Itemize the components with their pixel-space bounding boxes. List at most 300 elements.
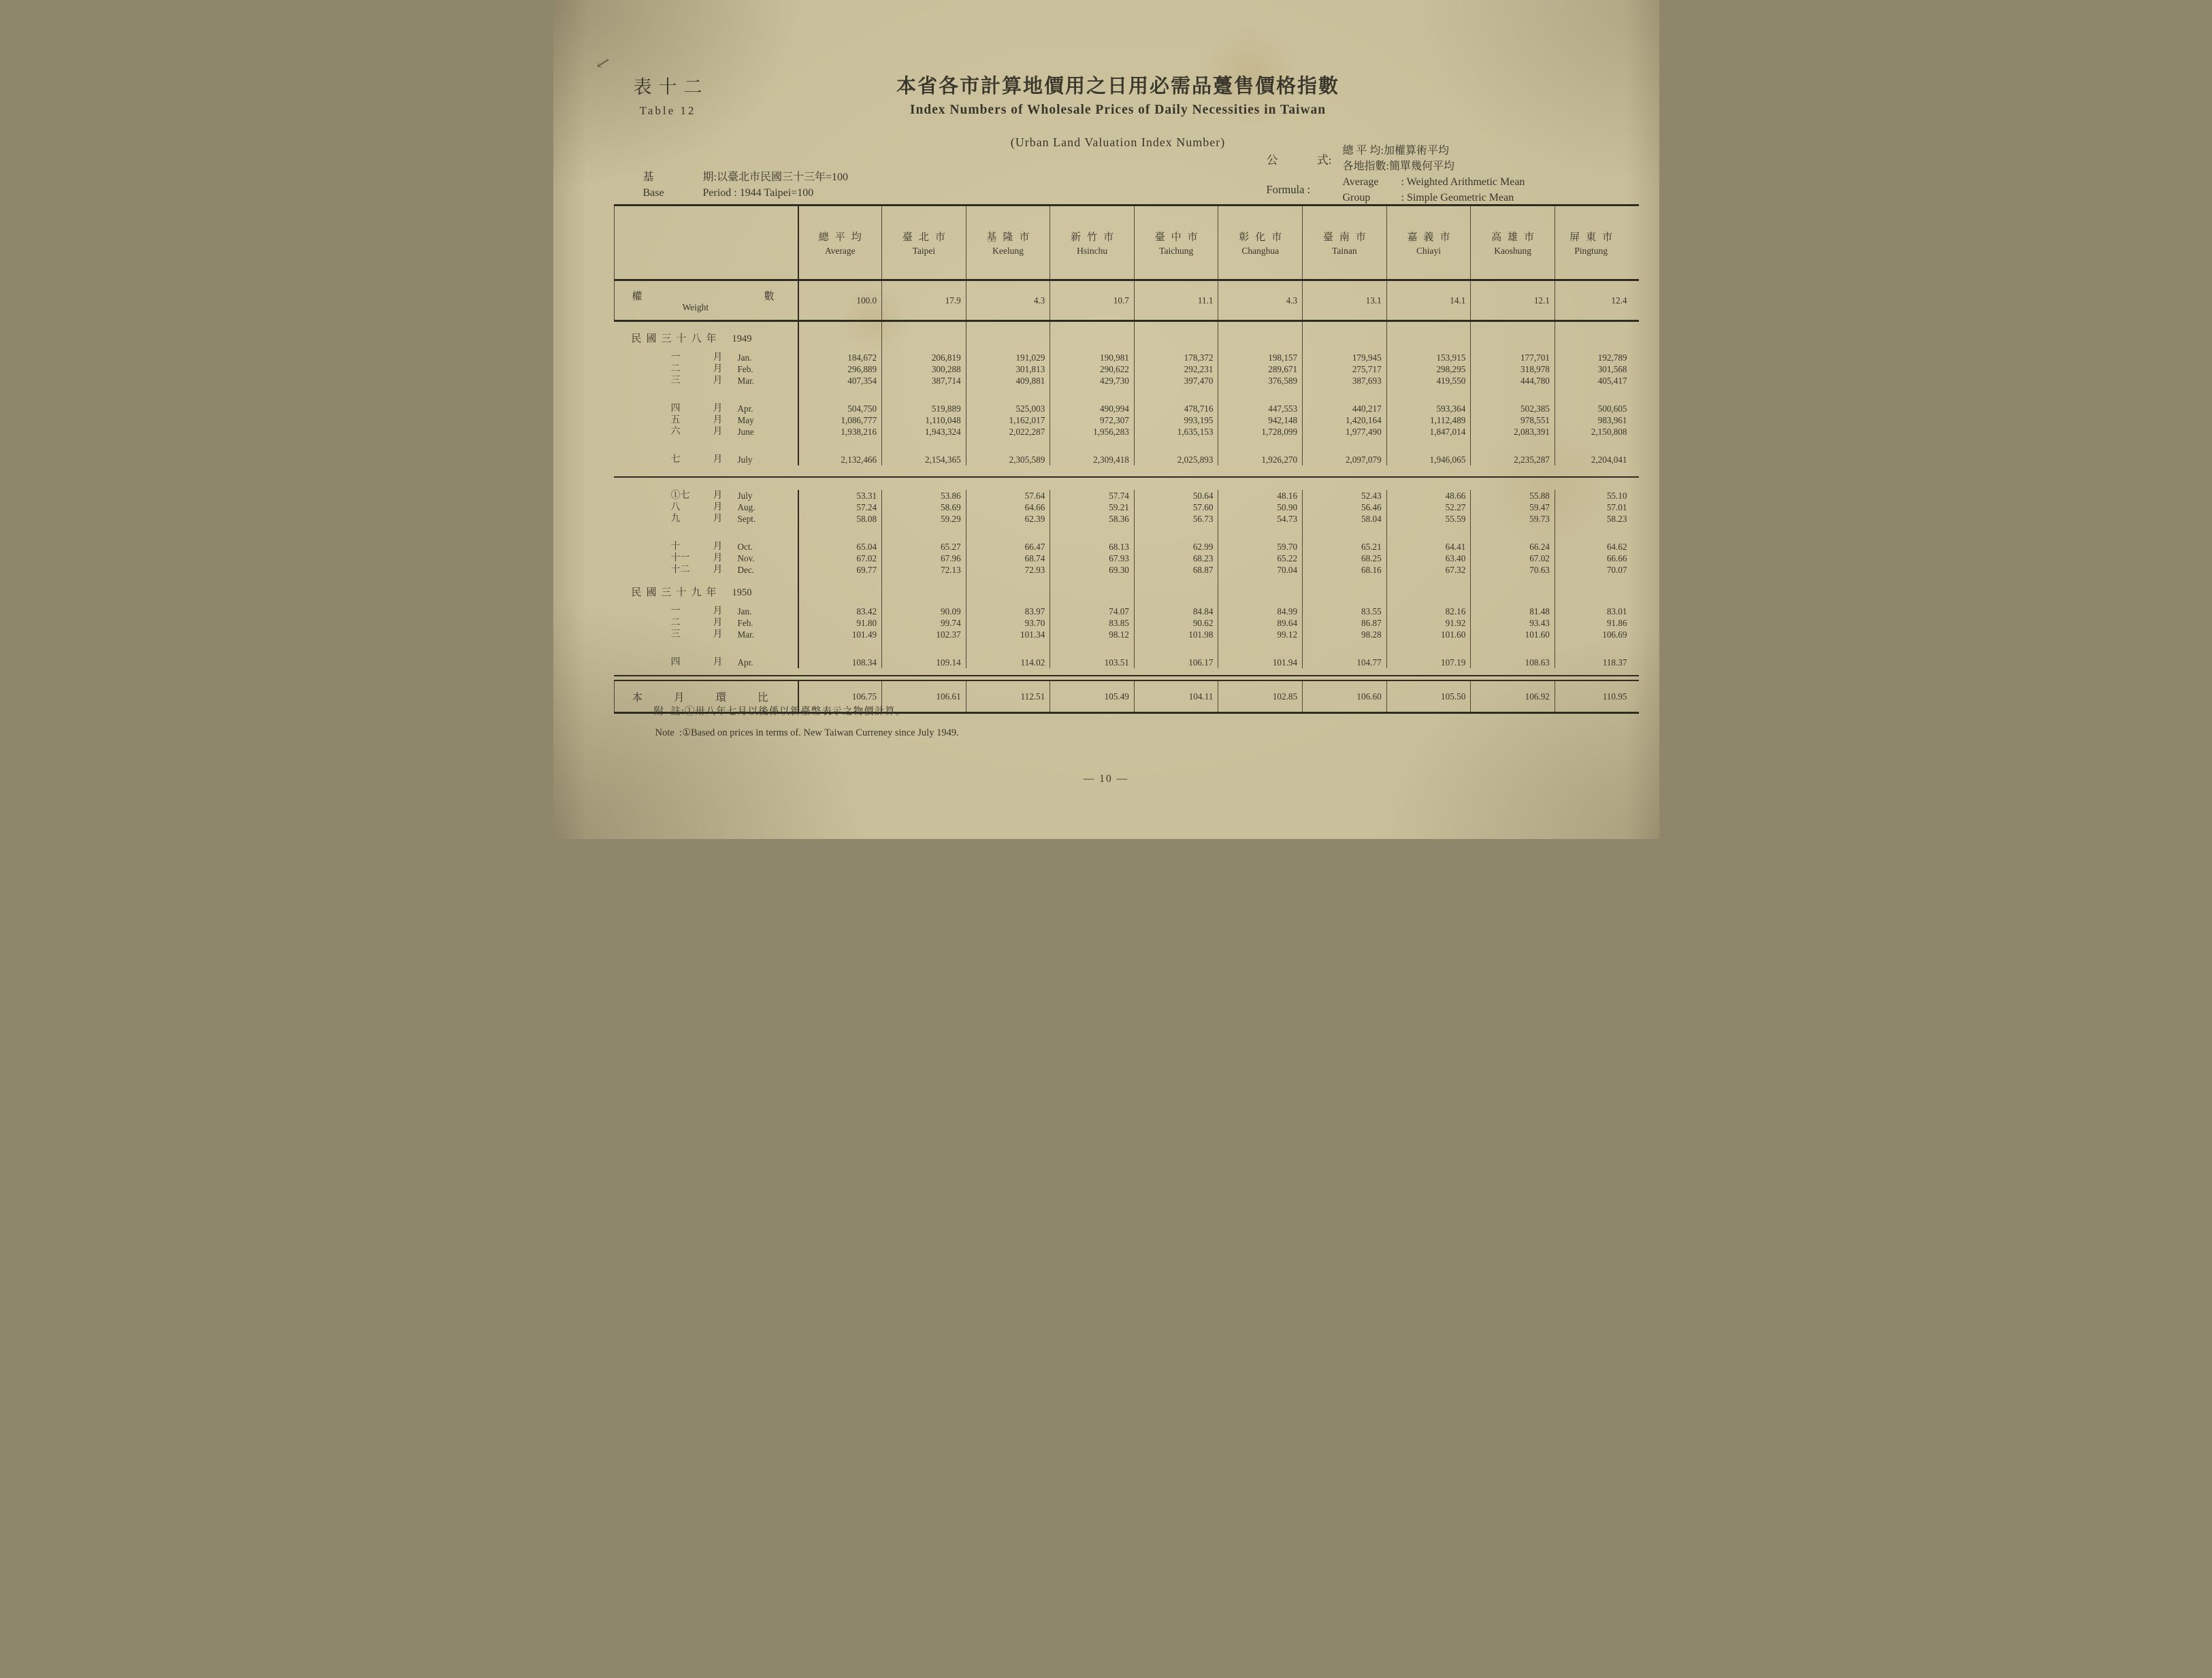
table-row-month [614, 454, 1639, 465]
value-cell: 101.60 [1470, 629, 1555, 640]
value-cell: 64.41 [1386, 541, 1471, 553]
month-name-en: June [737, 427, 754, 437]
column-header [1218, 206, 1302, 279]
empty-cell [1555, 525, 1639, 541]
table-row-month [614, 553, 1639, 564]
value-cell: 292,231 [1134, 363, 1218, 375]
month-char-zh: 月 [713, 364, 723, 374]
month-numeral-zh: 七 [670, 455, 681, 465]
column-header-en: Kaoshung [1494, 245, 1531, 256]
month-char-zh: 月 [713, 565, 723, 575]
value-cell: 191,029 [966, 352, 1050, 363]
month-name-en: Mar. [737, 376, 755, 386]
empty-cell [1555, 576, 1639, 606]
value-cell: 429,730 [1050, 375, 1134, 386]
empty-cell [966, 438, 1050, 454]
empty-cell [1555, 640, 1639, 657]
formula-def-1: : Weighted Arithmetic Mean [1401, 176, 1525, 188]
value-cell: 2,309,418 [1050, 454, 1134, 465]
empty-cell [1050, 525, 1134, 541]
month-char-zh: 月 [713, 618, 723, 628]
empty-cell [1470, 386, 1555, 403]
value-cell: 301,813 [966, 363, 1050, 375]
empty-cell [881, 640, 966, 657]
value-cell: 91.86 [1555, 617, 1639, 629]
empty-cell [1302, 576, 1386, 606]
empty-cell [1302, 322, 1386, 352]
value-cell: 57.24 [798, 501, 882, 513]
value-cell: 2,150,808 [1555, 426, 1639, 438]
column-header [1302, 206, 1386, 279]
table-header-row [614, 204, 1639, 281]
formula-line-en-2 [1343, 190, 1525, 205]
table-row-month [614, 541, 1639, 553]
column-header-en: Average [824, 245, 856, 256]
value-cell: 178,372 [1134, 352, 1218, 363]
value-cell: 57.74 [1050, 490, 1134, 501]
row-label [614, 541, 798, 553]
empty-cell [1386, 322, 1471, 352]
table-row-month [614, 564, 1639, 576]
table-row-month [614, 414, 1639, 426]
value-cell: 48.16 [1218, 490, 1302, 501]
row-label [614, 352, 798, 363]
row-label [614, 403, 798, 414]
value-cell: 376,589 [1218, 375, 1302, 386]
table-row-month [614, 501, 1639, 513]
empty-cell [1555, 386, 1639, 403]
value-cell: 405,417 [1555, 375, 1639, 386]
column-header-en: Changhua [1241, 245, 1280, 256]
empty-cell [1218, 386, 1302, 403]
table-row-month [614, 606, 1639, 617]
table-number-block [627, 72, 709, 118]
value-cell: 68.87 [1134, 564, 1218, 576]
weight-row-label [614, 281, 798, 320]
value-cell: 65.27 [881, 541, 966, 553]
value-cell: 65.04 [798, 541, 882, 553]
value-cell: 93.70 [966, 617, 1050, 629]
column-header-en: Keelung [992, 245, 1024, 256]
footnotes [654, 704, 959, 739]
month-char-zh: 月 [713, 657, 723, 668]
empty-cell [1134, 386, 1218, 403]
month-numeral-zh: 十一 [670, 553, 690, 563]
value-cell: 58.69 [881, 501, 966, 513]
formula-line-zh-2: 各地指數:簡單幾何平均 [1342, 161, 1454, 172]
month-name-en: Feb. [737, 364, 753, 374]
empty-cell [1134, 438, 1218, 454]
column-header-zh: 嘉義市 [1407, 231, 1457, 243]
table-number-zh: 表十二 [633, 77, 709, 97]
value-cell: 66.66 [1555, 553, 1639, 564]
column-header [1555, 206, 1639, 279]
value-cell: 67.96 [881, 553, 966, 564]
table-row-month [614, 629, 1639, 640]
weight-value: 10.7 [1050, 281, 1134, 320]
empty-cell [1134, 525, 1218, 541]
value-cell: 62.39 [966, 513, 1050, 525]
row-label [614, 513, 798, 525]
value-cell: 82.16 [1386, 606, 1471, 617]
value-cell: 68.74 [966, 553, 1050, 564]
month-char-zh: 月 [713, 514, 723, 524]
value-cell: 942,148 [1218, 414, 1302, 426]
value-cell: 103.51 [1050, 657, 1134, 668]
value-cell: 2,154,365 [881, 454, 966, 465]
value-cell: 64.66 [966, 501, 1050, 513]
empty-cell [1302, 438, 1386, 454]
base-period-block [643, 169, 848, 201]
base-text-en: Period : 1944 Taipei=100 [702, 187, 814, 199]
row-label [614, 553, 798, 564]
month-numeral-zh: 八 [670, 502, 681, 512]
value-cell: 67.02 [1470, 553, 1555, 564]
month-numeral-zh: 三 [670, 629, 681, 640]
value-cell: 63.40 [1386, 553, 1471, 564]
empty-cell [1470, 438, 1555, 454]
value-cell: 68.13 [1050, 541, 1134, 553]
value-cell: 66.47 [966, 541, 1050, 553]
value-cell: 83.42 [798, 606, 882, 617]
value-cell: 53.86 [881, 490, 966, 501]
year-label-zh: 民國三十八年 [631, 333, 721, 344]
month-name-en: July [737, 491, 753, 501]
row-label [614, 375, 798, 386]
value-cell: 447,553 [1218, 403, 1302, 414]
month-char-zh: 月 [713, 455, 723, 465]
column-header-en: Taipei [912, 245, 936, 256]
table-row-month [614, 490, 1639, 501]
value-cell: 56.73 [1134, 513, 1218, 525]
empty-cell [1470, 576, 1555, 606]
month-numeral-zh: 十二 [670, 565, 690, 575]
value-cell: 98.28 [1302, 629, 1386, 640]
row-label [614, 386, 798, 403]
weight-value: 4.3 [966, 281, 1050, 320]
column-header-zh: 新竹市 [1071, 231, 1120, 243]
value-cell: 490,994 [1050, 403, 1134, 414]
empty-cell [1134, 640, 1218, 657]
value-cell: 48.66 [1386, 490, 1471, 501]
value-cell: 184,672 [798, 352, 882, 363]
formula-block [1267, 143, 1525, 205]
table-row-year [614, 322, 1639, 352]
value-cell: 98.12 [1050, 629, 1134, 640]
empty-cell [1386, 386, 1471, 403]
value-cell: 419,550 [1386, 375, 1471, 386]
ratio-value: 112.51 [966, 681, 1050, 712]
weight-value: 13.1 [1302, 281, 1386, 320]
ratio-value: 106.60 [1302, 681, 1386, 712]
value-cell: 58.08 [798, 513, 882, 525]
weight-label-en: Weight [682, 301, 709, 312]
value-cell: 444,780 [1470, 375, 1555, 386]
table-row-spacer [614, 525, 1639, 541]
month-numeral-zh: 五 [670, 415, 681, 425]
base-label-en: Base [643, 187, 664, 199]
value-cell: 52.27 [1386, 501, 1471, 513]
value-cell: 67.32 [1386, 564, 1471, 576]
value-cell: 300,288 [881, 363, 966, 375]
column-header-en: Pingtung [1574, 245, 1608, 256]
month-name-en: Oct. [737, 542, 753, 552]
empty-cell [1050, 386, 1134, 403]
value-cell: 1,635,153 [1134, 426, 1218, 438]
column-header [1470, 206, 1555, 279]
value-cell: 84.84 [1134, 606, 1218, 617]
value-cell: 67.93 [1050, 553, 1134, 564]
value-cell: 56.46 [1302, 501, 1386, 513]
month-char-zh: 月 [713, 415, 723, 425]
table-row-month [614, 657, 1639, 668]
formula-label-en: Formula : [1266, 183, 1311, 196]
weight-value: 4.3 [1218, 281, 1302, 320]
row-label [614, 640, 798, 657]
ratio-value: 106.61 [881, 681, 966, 712]
empty-cell [798, 438, 882, 454]
value-cell: 54.73 [1218, 513, 1302, 525]
year-label-en: 1950 [732, 587, 752, 598]
value-cell: 387,714 [881, 375, 966, 386]
value-cell: 2,204,041 [1555, 454, 1639, 465]
value-cell: 59.73 [1470, 513, 1555, 525]
month-name-en: Sept. [737, 514, 756, 524]
empty-cell [798, 576, 882, 606]
formula-label-zh-b: 式: [1316, 153, 1332, 167]
value-cell: 72.13 [881, 564, 966, 576]
empty-cell [1470, 322, 1555, 352]
value-cell: 301,568 [1555, 363, 1639, 375]
weight-label-zh [615, 289, 798, 303]
value-cell: 99.74 [881, 617, 966, 629]
empty-cell [966, 386, 1050, 403]
month-name-en: Feb. [737, 618, 753, 628]
month-numeral-zh: 六 [670, 427, 681, 437]
value-cell: 972,307 [1050, 414, 1134, 426]
column-header-en: Taichung [1159, 245, 1194, 256]
weight-row [614, 281, 1639, 322]
table-row-month [614, 513, 1639, 525]
column-header-en: Hsinchu [1077, 245, 1108, 256]
column-header-zh: 總平均 [818, 231, 868, 243]
weight-zh-left: 權 [632, 291, 643, 302]
ratio-row-label: 本月環比 [632, 691, 800, 704]
formula-label-zh [1267, 143, 1343, 174]
value-cell: 57.64 [966, 490, 1050, 501]
formula-label-zh-a: 公 [1266, 153, 1278, 167]
value-cell: 91.80 [798, 617, 882, 629]
month-name-en: Apr. [737, 404, 753, 414]
value-cell: 502,385 [1470, 403, 1555, 414]
row-label [614, 438, 798, 454]
value-cell: 1,926,270 [1218, 454, 1302, 465]
value-cell: 2,083,391 [1470, 426, 1555, 438]
value-cell: 1,946,065 [1386, 454, 1471, 465]
month-numeral-zh: 三 [670, 376, 681, 386]
month-char-zh: 月 [713, 606, 723, 616]
table-row-month [614, 617, 1639, 629]
table-row-month [614, 352, 1639, 363]
footnote-en: Note :①Based on prices in terms of. New Taiwan Curreney since July 1949. [655, 727, 959, 738]
empty-cell [1386, 640, 1471, 657]
value-cell: 1,086,777 [798, 414, 882, 426]
month-char-zh: 月 [713, 352, 723, 363]
empty-cell [966, 322, 1050, 352]
value-cell: 74.07 [1050, 606, 1134, 617]
value-cell: 53.31 [798, 490, 882, 501]
value-cell: 198,157 [1218, 352, 1302, 363]
value-cell: 978,551 [1470, 414, 1555, 426]
row-label [614, 525, 798, 541]
value-cell: 114.02 [966, 657, 1050, 668]
empty-cell [1302, 386, 1386, 403]
value-cell: 55.88 [1470, 490, 1555, 501]
column-header-zh: 臺南市 [1322, 231, 1372, 243]
value-cell: 66.24 [1470, 541, 1555, 553]
value-cell: 59.70 [1218, 541, 1302, 553]
value-cell: 57.01 [1555, 501, 1639, 513]
value-cell: 69.30 [1050, 564, 1134, 576]
empty-cell [966, 640, 1050, 657]
value-cell: 68.25 [1302, 553, 1386, 564]
value-cell: 593,364 [1386, 403, 1471, 414]
value-cell: 69.77 [798, 564, 882, 576]
empty-cell [798, 640, 882, 657]
weight-value: 100.0 [798, 281, 882, 320]
column-header-zh: 彰化市 [1239, 231, 1288, 243]
title-block [758, 71, 1479, 150]
empty-cell [881, 576, 966, 606]
year-label-zh: 民國三十九年 [631, 587, 721, 598]
month-numeral-zh: ①七 [670, 491, 690, 501]
column-header [798, 206, 882, 279]
value-cell: 58.23 [1555, 513, 1639, 525]
pen-mark: ↙ [593, 52, 613, 74]
row-label [614, 606, 798, 617]
table-row-month [614, 426, 1639, 438]
column-header-zh: 臺北市 [902, 231, 952, 243]
month-char-zh: 月 [713, 376, 723, 386]
value-cell: 1,112,489 [1386, 414, 1471, 426]
empty-cell [1555, 322, 1639, 352]
value-cell: 983,961 [1555, 414, 1639, 426]
value-cell: 50.90 [1218, 501, 1302, 513]
value-cell: 90.09 [881, 606, 966, 617]
ratio-value: 106.92 [1470, 681, 1555, 712]
page-subtitle: (Urban Land Valuation Index Number) [1010, 135, 1226, 149]
row-label [614, 454, 798, 465]
value-cell: 68.23 [1134, 553, 1218, 564]
value-cell: 179,945 [1302, 352, 1386, 363]
value-cell: 206,819 [881, 352, 966, 363]
value-cell: 2,097,079 [1302, 454, 1386, 465]
value-cell: 2,235,287 [1470, 454, 1555, 465]
month-name-en: Mar. [737, 629, 755, 640]
value-cell: 52.43 [1302, 490, 1386, 501]
month-name-en: Apr. [737, 657, 753, 668]
value-cell: 525,003 [966, 403, 1050, 414]
value-cell: 59.47 [1470, 501, 1555, 513]
empty-cell [881, 386, 966, 403]
value-cell: 106.17 [1134, 657, 1218, 668]
value-cell: 500,605 [1555, 403, 1639, 414]
empty-cell [1218, 438, 1302, 454]
empty-cell [1386, 525, 1471, 541]
value-cell: 504,750 [798, 403, 882, 414]
page-number: — 10 — [1083, 773, 1129, 785]
month-numeral-zh: 四 [670, 404, 681, 414]
weight-value: 11.1 [1134, 281, 1218, 320]
value-cell: 58.04 [1302, 513, 1386, 525]
row-label [614, 363, 798, 375]
value-cell: 2,025,893 [1134, 454, 1218, 465]
value-cell: 101.49 [798, 629, 882, 640]
column-header-zh: 基隆市 [986, 231, 1036, 243]
table-row-year [614, 576, 1639, 606]
value-cell: 177,701 [1470, 352, 1555, 363]
value-cell: 59.21 [1050, 501, 1134, 513]
value-cell: 1,110,048 [881, 414, 966, 426]
column-header-en: Chiayi [1416, 245, 1441, 256]
value-cell: 101.34 [966, 629, 1050, 640]
empty-cell [1218, 525, 1302, 541]
month-char-zh: 月 [713, 542, 723, 552]
value-cell: 99.12 [1218, 629, 1302, 640]
value-cell: 519,889 [881, 403, 966, 414]
weight-value: 17.9 [881, 281, 966, 320]
ratio-value: 110.95 [1555, 681, 1639, 712]
value-cell: 59.29 [881, 513, 966, 525]
formula-term-1: Average [1342, 176, 1379, 188]
value-cell: 101.60 [1386, 629, 1471, 640]
value-cell: 70.07 [1555, 564, 1639, 576]
month-numeral-zh: 二 [670, 364, 681, 374]
ratio-value: 105.50 [1386, 681, 1471, 712]
page-title-zh: 本省各市計算地價用之日用必需品躉售價格指數 [896, 76, 1339, 97]
year-label-en: 1949 [732, 333, 752, 344]
double-rule [614, 675, 1639, 681]
empty-cell [1386, 576, 1471, 606]
formula-line-zh-1: 總 平 均:加權算術平均 [1342, 145, 1449, 157]
empty-cell [881, 322, 966, 352]
month-char-zh: 月 [713, 502, 723, 512]
table-row-spacer [614, 640, 1639, 657]
value-cell: 108.63 [1470, 657, 1555, 668]
base-label-zh: 基 [643, 171, 654, 183]
row-label [614, 617, 798, 629]
value-cell: 108.34 [798, 657, 882, 668]
table-body [614, 322, 1639, 668]
column-header-zh: 高雄市 [1491, 231, 1541, 243]
column-header-en: Tainan [1332, 245, 1357, 256]
value-cell: 1,847,014 [1386, 426, 1471, 438]
value-cell: 93.43 [1470, 617, 1555, 629]
value-cell: 86.87 [1302, 617, 1386, 629]
column-header [1050, 206, 1134, 279]
currency-divider [614, 476, 1639, 478]
empty-cell [881, 438, 966, 454]
value-cell: 407,354 [798, 375, 882, 386]
value-cell: 290,622 [1050, 363, 1134, 375]
value-cell: 275,717 [1302, 363, 1386, 375]
column-header [881, 206, 966, 279]
empty-cell [1050, 322, 1134, 352]
value-cell: 2,132,466 [798, 454, 882, 465]
empty-cell [798, 322, 882, 352]
value-cell: 70.04 [1218, 564, 1302, 576]
empty-cell [1470, 525, 1555, 541]
